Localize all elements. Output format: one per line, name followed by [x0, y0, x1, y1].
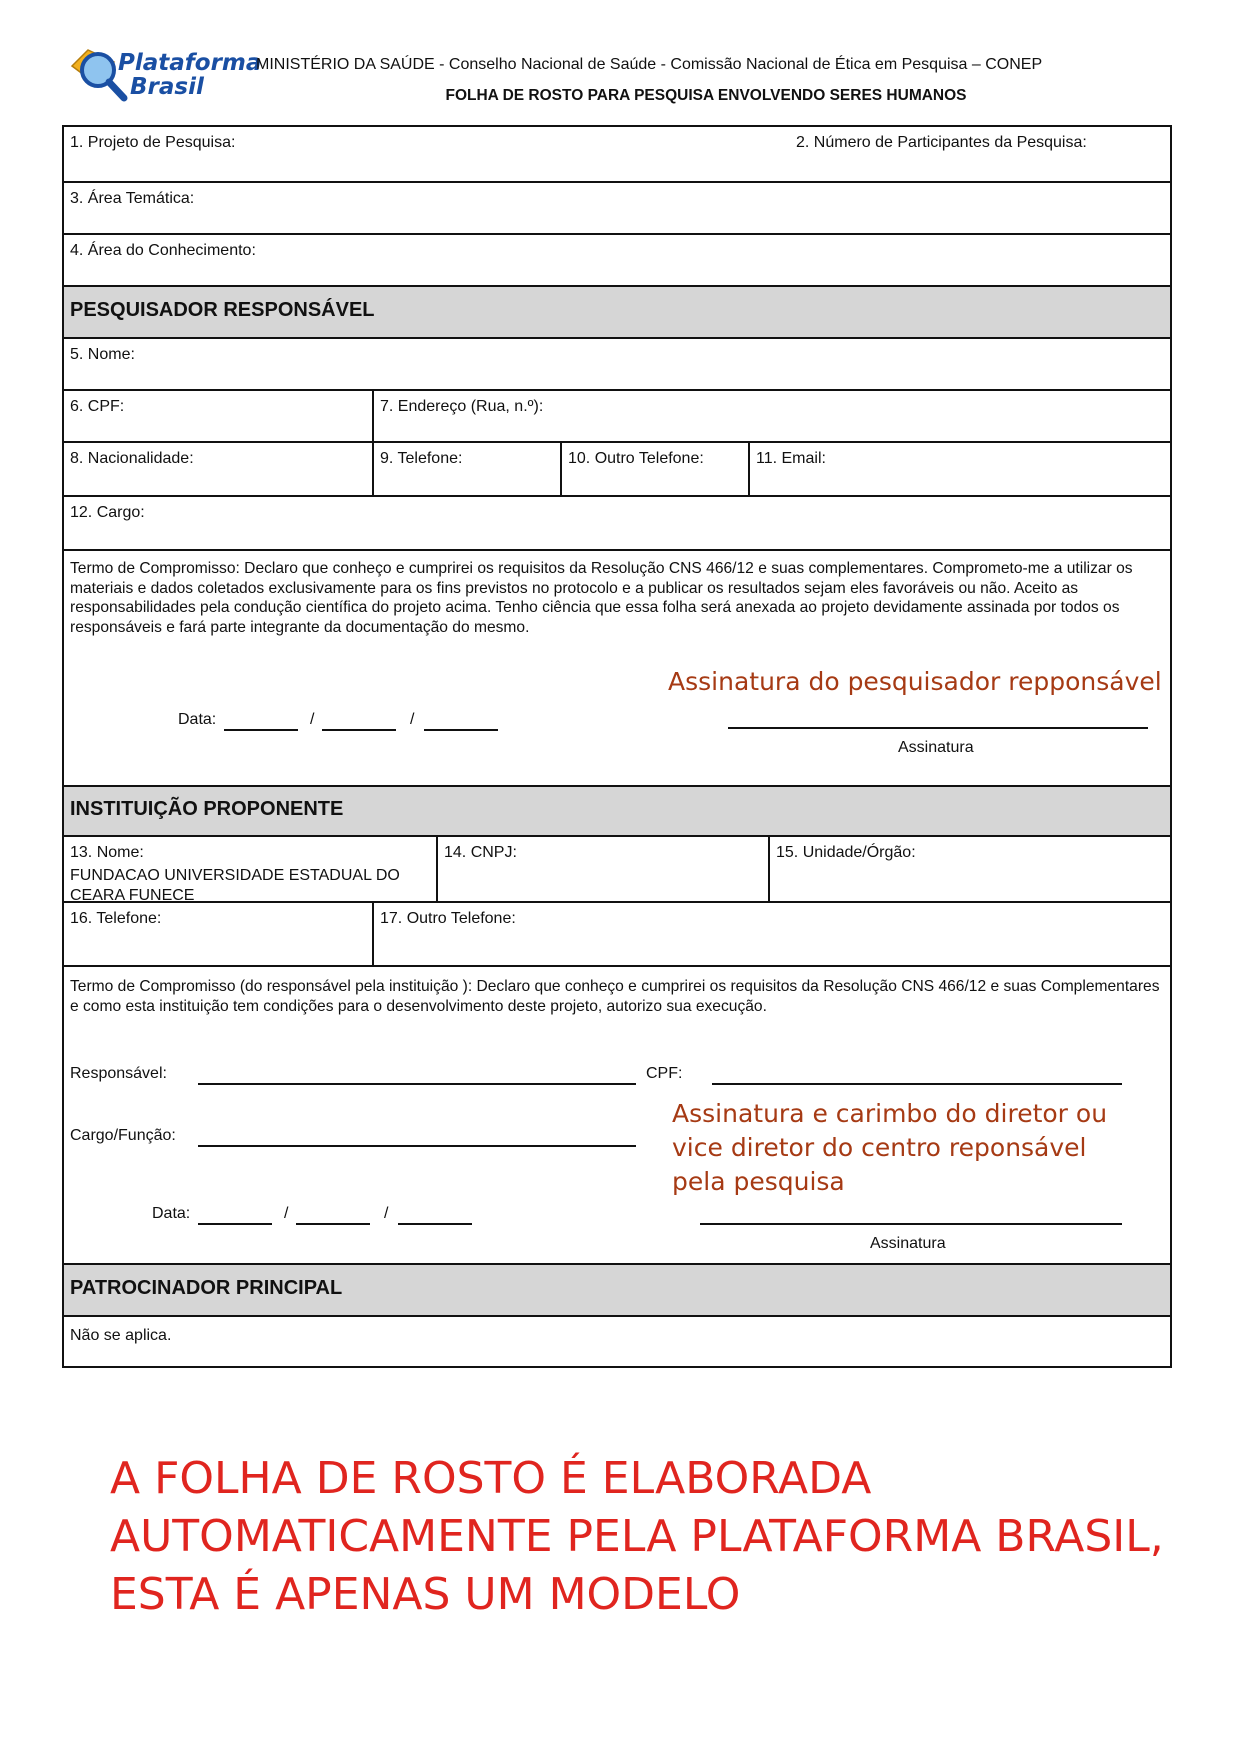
- cargo-label: 12. Cargo:: [70, 504, 145, 521]
- nome-label: 5. Nome:: [70, 346, 135, 363]
- cargo-funcao-line: [198, 1145, 636, 1147]
- date-day-line: [198, 1223, 272, 1225]
- signature-line-instituicao: [700, 1223, 1122, 1225]
- section-title-patrocinador: PATROCINADOR PRINCIPAL: [70, 1277, 343, 1299]
- section-instituicao: [64, 787, 1170, 837]
- instituicao-outro-telefone-label: 17. Outro Telefone:: [380, 910, 516, 927]
- field-participantes: [790, 127, 1170, 181]
- date-separator: /: [284, 1205, 289, 1222]
- field-endereco: [372, 391, 1170, 441]
- field-patrocinador: [64, 1317, 1170, 1366]
- field-cargo: [64, 497, 1170, 549]
- endereco-label: 7. Endereço (Rua, n.º):: [380, 398, 544, 415]
- area-conhecimento-label: 4. Área do Conhecimento:: [70, 242, 256, 259]
- section-pesquisador: [64, 287, 1170, 339]
- signature-note-pesquisador: Assinatura do pesquisador repponsável: [668, 667, 1162, 696]
- signature-line-pesquisador: [728, 727, 1148, 729]
- row-contatos: [64, 443, 1170, 497]
- responsavel-line: [198, 1083, 636, 1085]
- date-separator: /: [410, 711, 415, 728]
- outro-telefone-label: 10. Outro Telefone:: [568, 450, 704, 467]
- instituicao-telefone-label: 16. Telefone:: [70, 910, 162, 927]
- row-cargo: [64, 497, 1170, 551]
- cpf-line: [712, 1083, 1122, 1085]
- participantes-label: 2. Número de Participantes da Pesquisa:: [796, 134, 1087, 151]
- field-email: [748, 443, 1170, 495]
- field-unidade: [768, 837, 1170, 901]
- area-tematica-label: 3. Área Temática:: [70, 190, 195, 207]
- row-projeto: [64, 127, 1170, 183]
- email-label: 11. Email:: [756, 450, 826, 467]
- ministry-header: MINISTÉRIO DA SAÚDE - Conselho Nacional de Saúde - Comissão Nacional de Ética em Pesquisa – CONEP: [256, 56, 1043, 73]
- cargo-funcao-label: Cargo/Função:: [70, 1127, 176, 1144]
- date-month-line: [322, 729, 396, 731]
- field-instituicao-nome: [64, 837, 436, 904]
- field-projeto: [64, 127, 794, 181]
- nacionalidade-label: 8. Nacionalidade:: [70, 450, 194, 467]
- cnpj-label: 14. CNPJ:: [444, 844, 517, 861]
- section-patrocinador: [64, 1265, 1170, 1317]
- section-title-pesquisador: PESQUISADOR RESPONSÁVEL: [70, 299, 375, 321]
- field-nacionalidade: [64, 443, 374, 495]
- row-area-conhecimento: [64, 235, 1170, 287]
- field-instituicao-telefone: [64, 903, 374, 965]
- termo-instituicao: Termo de Compromisso (do responsável pela instituição ): Declaro que conheço e cumprirei os requisitos da Resolução CNS 466/12 e suas Complementares e como esta instituição tem condições para o desenvolvimento deste projeto, autorizo sua execução.: [70, 978, 1160, 1015]
- field-telefone: [372, 443, 560, 495]
- instituicao-nome-value: FUNDACAO UNIVERSIDADE ESTADUAL DO CEARA FUNECE: [70, 867, 400, 904]
- date-year-line: [398, 1223, 472, 1225]
- row-area-tematica: [64, 183, 1170, 235]
- telefone-label: 9. Telefone:: [380, 450, 463, 467]
- field-area-conhecimento: [64, 235, 1170, 285]
- data-label-instituicao: Data:: [152, 1205, 191, 1222]
- date-separator: /: [384, 1205, 389, 1222]
- svg-text:Brasil: Brasil: [130, 74, 204, 100]
- row-instituicao: [64, 837, 1170, 903]
- date-separator: /: [310, 711, 315, 728]
- signature-note-instituicao: Assinatura e carimbo do diretor ou vice diretor do centro reponsável pela pesquisa: [672, 1099, 1108, 1196]
- instituicao-nome-label: 13. Nome:: [70, 844, 144, 861]
- row-instituicao-telefones: [64, 903, 1170, 967]
- field-area-tematica: [64, 183, 1170, 233]
- date-month-line: [296, 1223, 370, 1225]
- cpf-label: 6. CPF:: [70, 398, 125, 415]
- row-termo-instituicao: [64, 967, 1170, 1265]
- field-nome: [64, 339, 1170, 389]
- unidade-label: 15. Unidade/Órgão:: [776, 844, 916, 861]
- date-day-line: [224, 729, 298, 731]
- field-cnpj: [436, 837, 768, 901]
- projeto-label: 1. Projeto de Pesquisa:: [70, 134, 236, 151]
- field-cpf: [64, 391, 374, 441]
- row-termo-pesquisador: [64, 551, 1170, 787]
- cpf-label-instituicao: CPF:: [646, 1065, 683, 1082]
- patrocinador-value: Não se aplica.: [70, 1327, 172, 1344]
- data-label: Data:: [178, 711, 217, 728]
- form-title: FOLHA DE ROSTO PARA PESQUISA ENVOLVENDO SERES HUMANOS: [445, 87, 967, 104]
- row-cpf-endereco: [64, 391, 1170, 443]
- date-year-line: [424, 729, 498, 731]
- signature-label-instituicao: Assinatura: [870, 1235, 946, 1252]
- responsavel-label: Responsável:: [70, 1065, 167, 1082]
- cover-sheet-form: [62, 125, 1172, 1368]
- row-nome: [64, 339, 1170, 391]
- field-outro-telefone: [560, 443, 748, 495]
- signature-label-pesquisador: Assinatura: [898, 739, 974, 756]
- svg-text:Plataforma: Plataforma: [118, 50, 262, 76]
- row-patrocinador: [64, 1317, 1170, 1366]
- template-disclaimer: A FOLHA DE ROSTO É ELABORADA AUTOMATICAMENTE PELA PLATAFORMA BRASIL, ESTA É APENAS UM MODELO: [110, 1453, 1164, 1620]
- section-title-instituicao: INSTITUIÇÃO PROPONENTE: [70, 798, 344, 820]
- plataforma-brasil-logo: [66, 44, 262, 112]
- termo-pesquisador: Termo de Compromisso: Declaro que conheço e cumprirei os requisitos da Resolução CNS 466/12 e suas complementares. Comprometo-me a utilizar os materiais e dados coletados exclusivamente para os fins previstos no protocolo e a publicar os resultados sejam eles favoráveis ou não. Aceito as responsabilidades pela condução científica do projeto acima. Tenho ciência que essa folha será anexada ao projeto devidamente assinada por todos os responsáveis e fará parte integrante da documentação do mesmo.: [70, 560, 1133, 636]
- field-instituicao-outro-telefone: [372, 903, 1170, 965]
